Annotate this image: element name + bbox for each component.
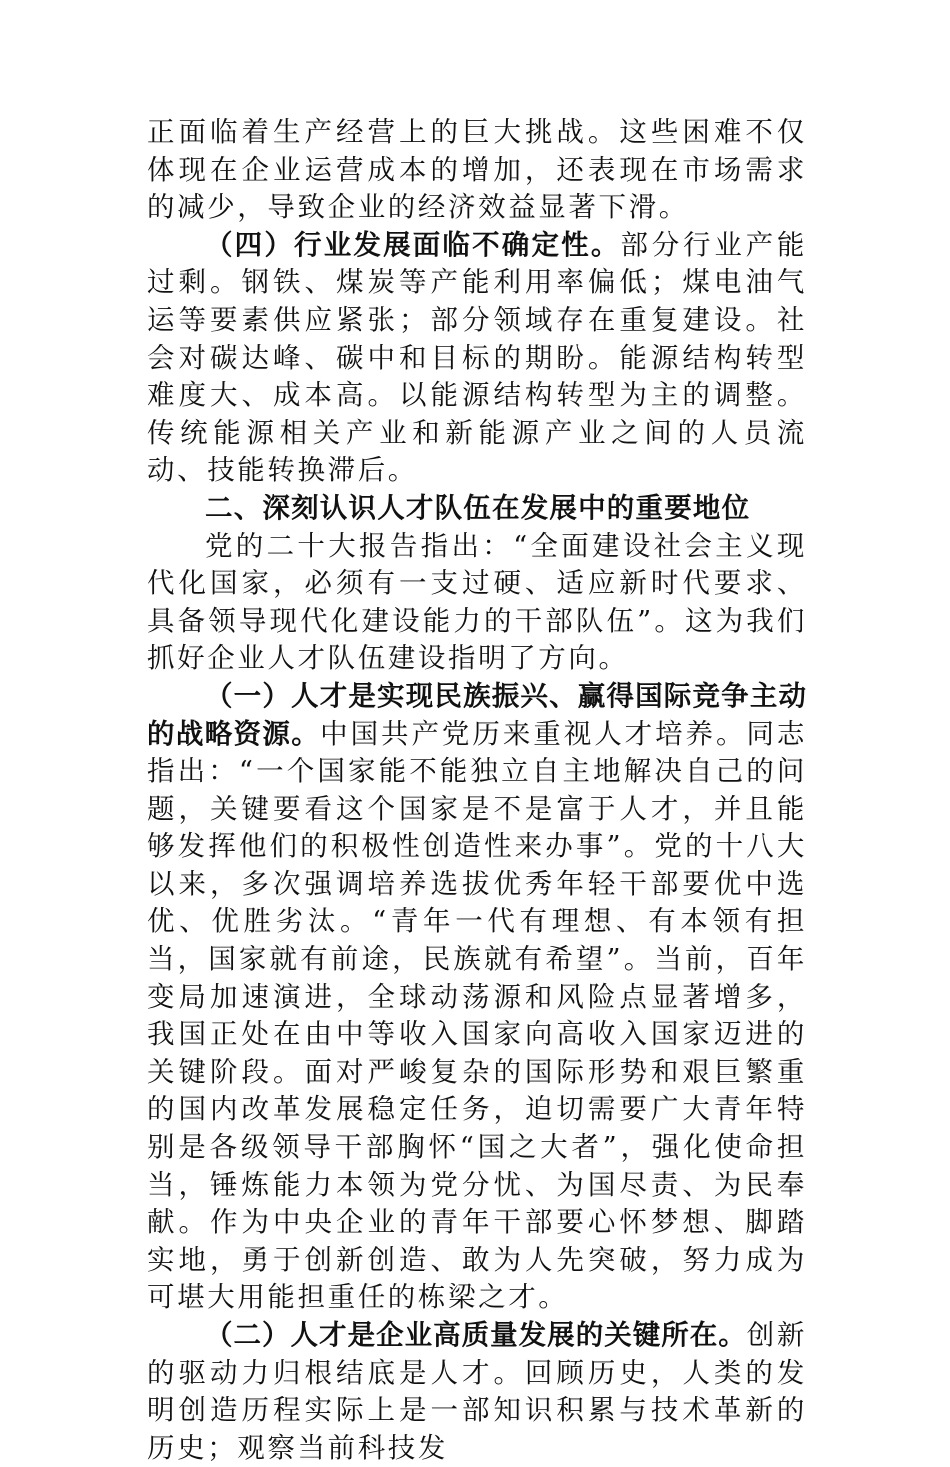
subheading-four: （四）行业发展面临不确定性。	[205, 228, 621, 261]
paragraph-continuation: 正面临着生产经营上的巨大挑战。这些困难不仅体现在企业运营成本的增加，还表现在市场需求的减少，导致企业的经济效益显著下滑。	[147, 116, 807, 224]
paragraph-talent-key-development	[147, 1317, 807, 1467]
paragraph-body: 创新的驱动力归根结底是人才。回顾历史，人类的发明创造历程实际上是一部知识积累与技术革新的历史；观察当前科技发	[147, 1319, 807, 1464]
paragraph-body: 中国共产党历来重视人才培养。同志指出：“一个国家能不能独立自主地解决自己的问题，关键要看这个国家是不是富于人才，并且能够发挥他们的积极性创造性来办事”。党的十八大以来，多次强调培养选拔优秀年轻干部要优中选优、优胜劣汰。“青年一代有理想、有本领有担当，国家就有前途，民族就有希望”。当前，百年变局加速演进，全球动荡源和风险点显著增多，我国正处在由中等收入国家向高收入国家迈进的关键阶段。面对严峻复杂的国际形势和艰巨繁重的国内改革发展稳定任务，迫切需要广大青年特别是各级领导干部胸怀“国之大者”，强化使命担当，锤炼能力本领为党分忧、为国尽责、为民奉献。作为中央企业的青年干部要心怀梦想、脚踏实地，勇于创新创造、敢为人先突破，努力成为可堪大用能担重任的栋梁之才。	[147, 717, 808, 1314]
paragraph-twentieth-congress: 党的二十大报告指出：“全面建设社会主义现代化国家，必须有一支过硬、适应新时代要求、具备领导现代化建设能力的干部队伍”。这为我们抓好企业人才队伍建设指明了方向。	[147, 529, 807, 675]
paragraph-industry-uncertainty	[147, 227, 807, 490]
document-page	[147, 114, 807, 1467]
paragraph-talent-strategic-resource	[147, 678, 807, 1317]
section-heading-two: 二、深刻认识人才队伍在发展中的重要地位	[205, 491, 751, 524]
subheading-two: （二）人才是企业高质量发展的关键所在。	[205, 1319, 747, 1351]
paragraph-body: 部分行业产能过剩。钢铁、煤炭等产能利用率偏低；煤电油气运等要素供应紧张；部分领域存在重复建设。社会对碳达峰、碳中和目标的期盼。能源结构转型难度大、成本高。以能源结构转型为主的调整。传统能源相关产业和新能源产业之间的人员流动、技能转换滞后。	[147, 228, 807, 487]
subheading-one: （一）人才是实现民族振兴、赢得国际竞争主动的战略资源。	[147, 679, 807, 750]
